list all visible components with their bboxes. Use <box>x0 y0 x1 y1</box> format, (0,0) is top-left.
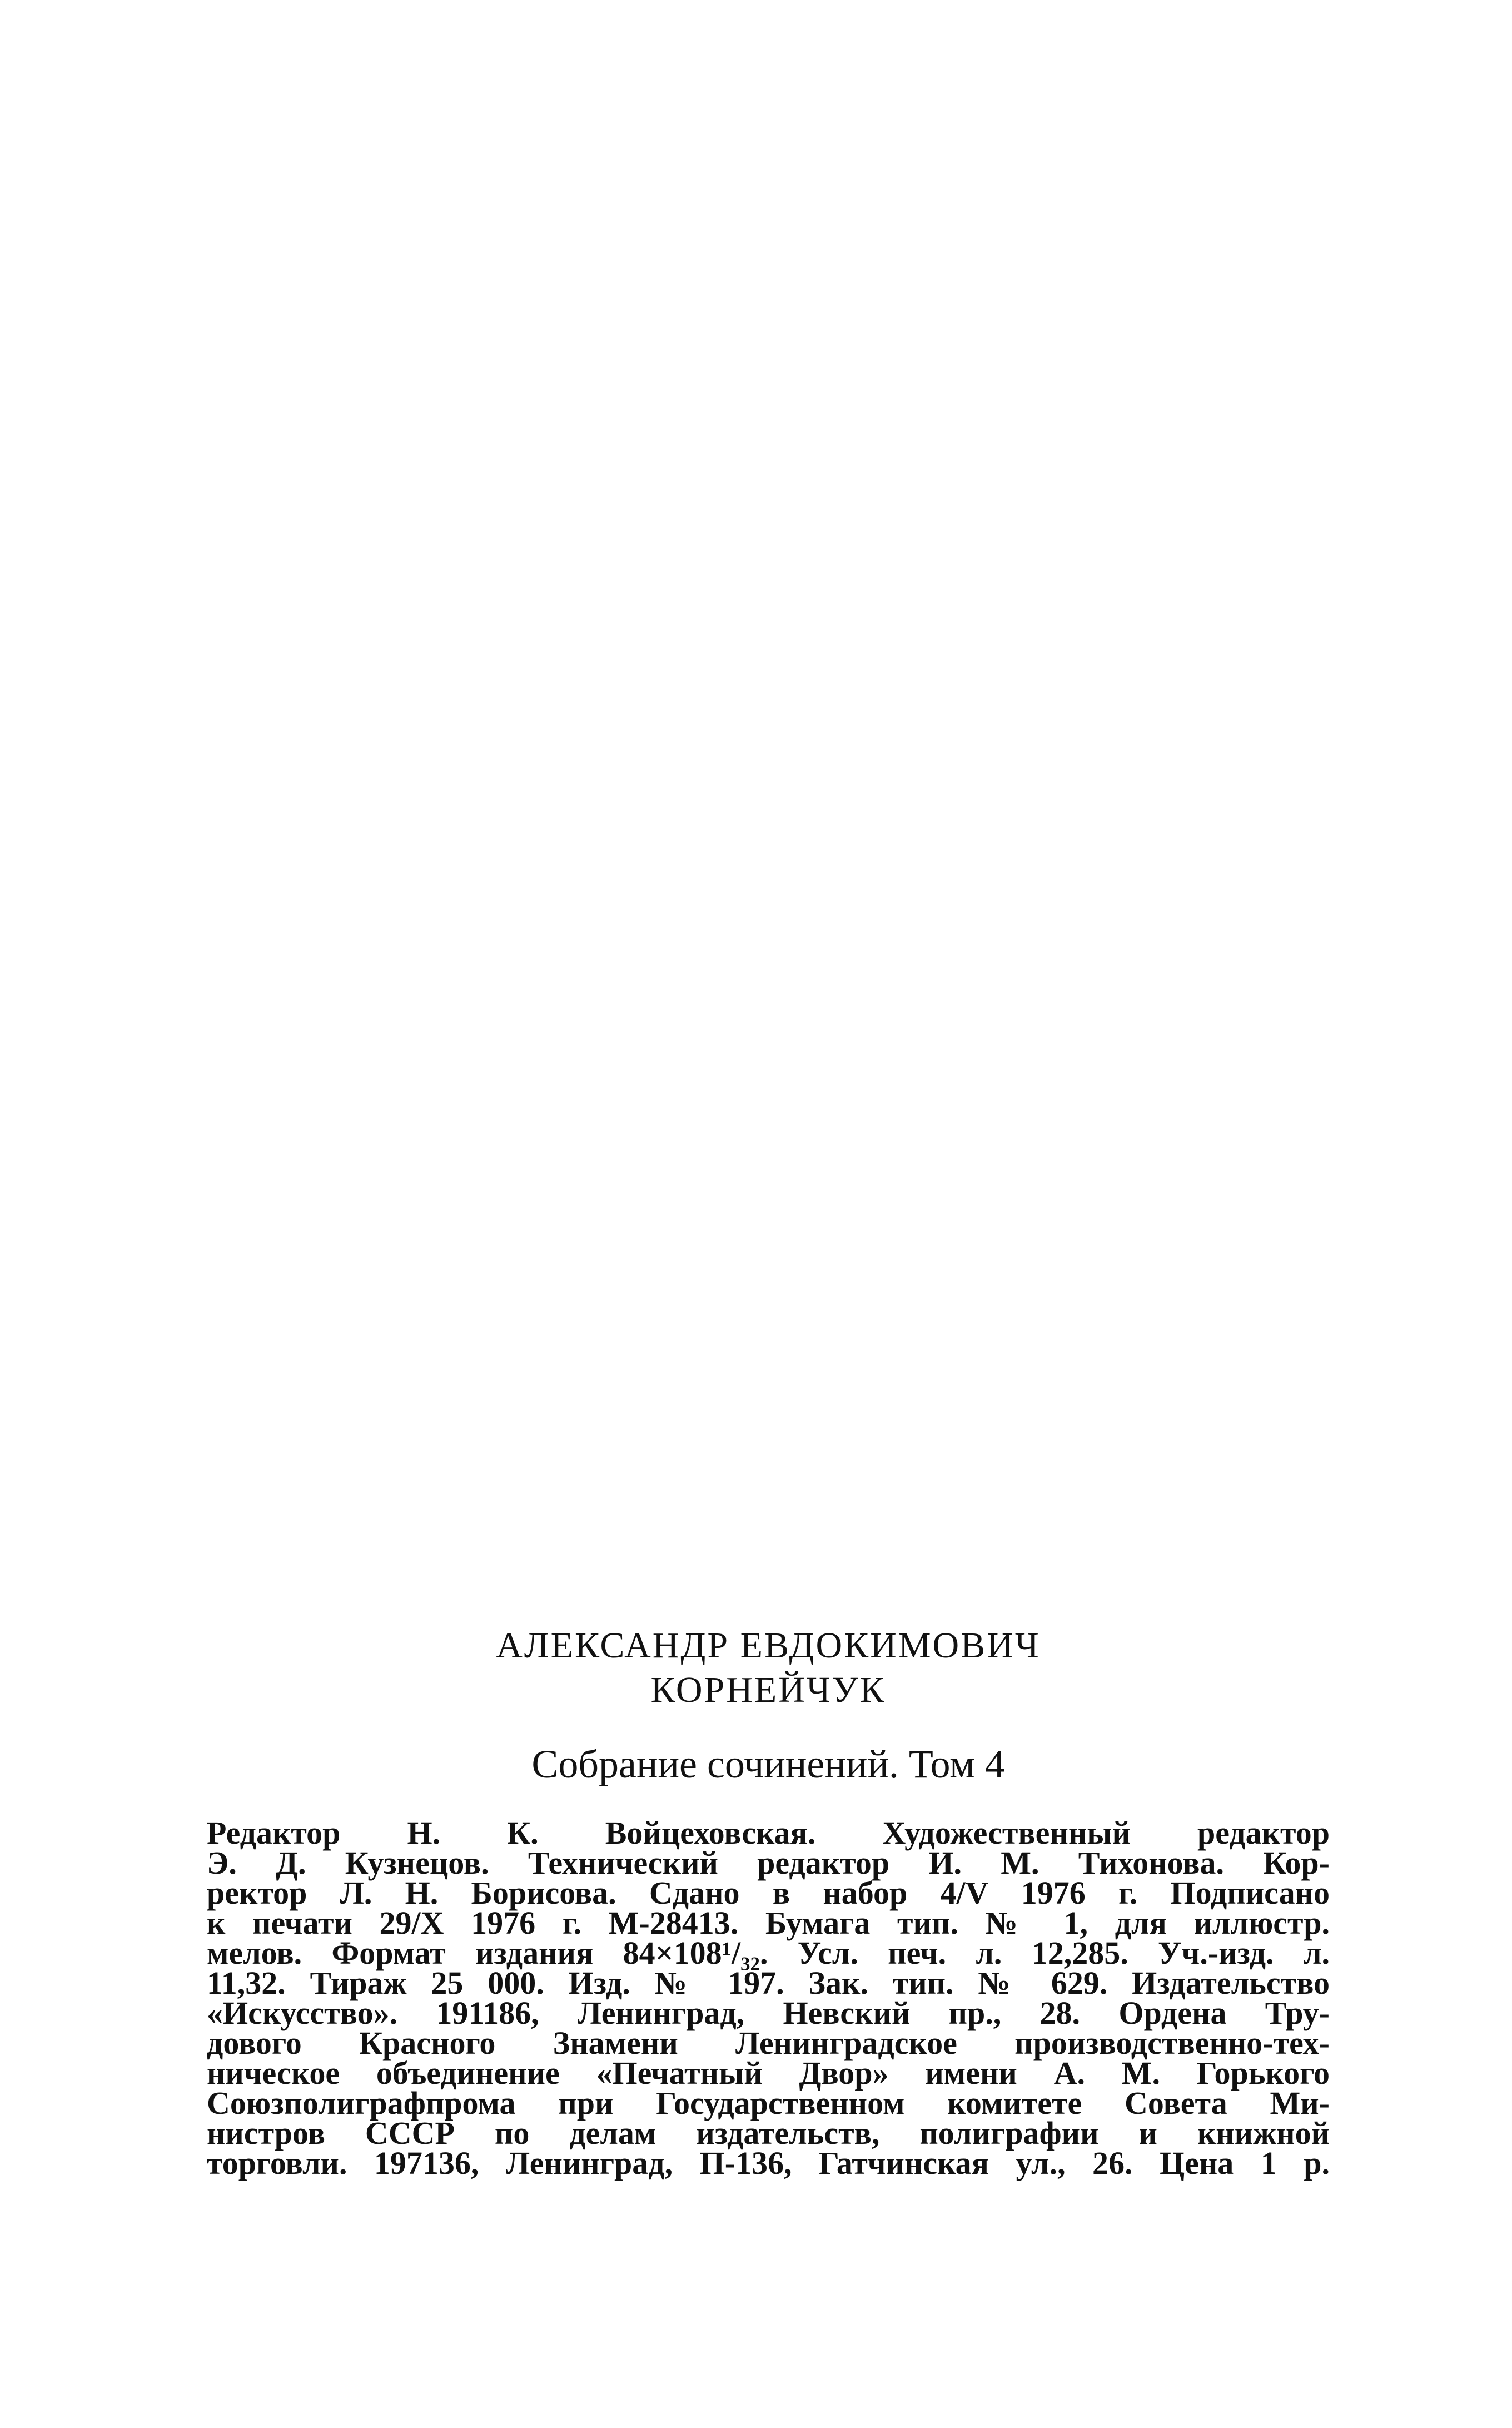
publication-credits <box>207 1815 1330 2181</box>
credits-line: дового Красного Знамени Ленинградское производственно-тех- <box>207 2025 1330 2061</box>
volume-title: Собрание сочинений. Том 4 <box>531 1742 1005 1786</box>
author-name <box>207 1623 1330 1712</box>
credits-line: Э. Д. Кузнецов. Технический редактор И. М. Тихонова. Кор- <box>207 1845 1330 1881</box>
credits-line: 11,32. Тираж 25 000. Изд. № 197. Зак. тип. № 629. Издательство <box>207 1965 1330 2001</box>
credits-line: мелов. Формат издания 84×108¹/₃₂. Усл. печ. л. 12,285. Уч.-изд. л. <box>207 1935 1330 1971</box>
credits-line: Редактор Н. К. Войцеховская. Художественный редактор <box>207 1815 1330 1851</box>
credits-line: к печати 29/X 1976 г. М-28413. Бумага тип. № 1, для иллюстр. <box>207 1905 1330 1941</box>
credits-line: торговли. 197136, Ленинград, П-136, Гатчинская ул., 26. Цена 1 р. <box>207 2145 1330 2181</box>
author-name-line-2: КОРНЕЙЧУК <box>650 1670 886 1710</box>
author-name-line-1: АЛЕКСАНДР ЕВДОКИМОВИЧ <box>496 1625 1041 1666</box>
credits-line: «Искусство». 191186, Ленинград, Невский пр., 28. Ордена Тру- <box>207 1995 1330 2031</box>
credits-line: ническое объединение «Печатный Двор» имени А. М. Горького <box>207 2055 1330 2091</box>
credits-line: ректор Л. Н. Борисова. Сдано в набор 4/V 1976 г. Подписано <box>207 1875 1330 1911</box>
imprint-block <box>207 1623 1330 2181</box>
credits-line: Союзполиграфпрома при Государственном комитете Совета Ми- <box>207 2085 1330 2121</box>
credits-line: нистров СССР по делам издательств, полиграфии и книжной <box>207 2115 1330 2151</box>
